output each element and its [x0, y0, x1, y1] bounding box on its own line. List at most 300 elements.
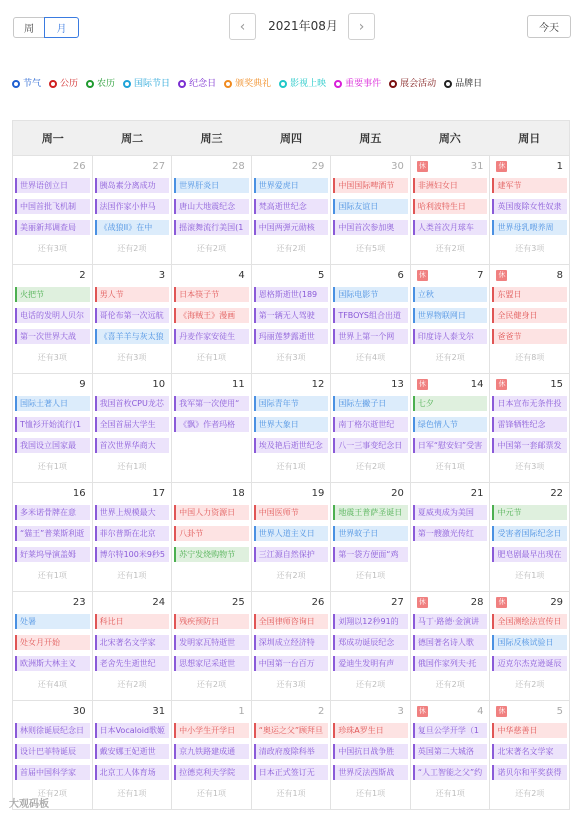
- calendar-event[interactable]: 《海贼王》漫画: [174, 308, 249, 323]
- more-events-link[interactable]: 还有2项: [356, 462, 386, 471]
- legend-item[interactable]: [334, 77, 381, 91]
- calendar-event[interactable]: 国际友谊日: [333, 199, 408, 214]
- more-events-link[interactable]: 还有3项: [37, 353, 67, 362]
- calendar-event[interactable]: 郑成功诞辰纪念: [333, 635, 408, 650]
- calendar-event[interactable]: 南丁格尔逝世纪: [333, 417, 408, 432]
- calendar-event[interactable]: 哥伦布第一次远航: [95, 308, 170, 323]
- calendar-event[interactable]: T恤衫开始流行(1: [15, 417, 90, 432]
- calendar-event[interactable]: 中国抗日战争胜: [333, 744, 408, 759]
- day-number: 6: [397, 270, 404, 281]
- prev-month-button[interactable]: ‹: [229, 13, 256, 40]
- day-cell[interactable]: [331, 265, 411, 374]
- day-number: 19: [311, 488, 325, 499]
- more-events-link[interactable]: 还有1项: [356, 571, 386, 580]
- day-number: 27: [391, 597, 404, 608]
- calendar-event[interactable]: 清政府废除科举: [254, 744, 329, 759]
- day-number: 24: [152, 597, 166, 608]
- day-cell[interactable]: [13, 701, 93, 810]
- calendar-event[interactable]: 德国著名诗人歌: [413, 635, 488, 650]
- calendar-event[interactable]: 爱迪生发明有声: [333, 656, 408, 671]
- calendar-event[interactable]: 八一三事变纪念日: [333, 438, 408, 453]
- calendar-event[interactable]: 日军“慰安妇”受害: [413, 438, 488, 453]
- calendar-event[interactable]: 三江源自然保护: [254, 547, 329, 562]
- legend-dot-icon: [389, 80, 397, 88]
- calendar-event[interactable]: 恩格斯逝世(189: [254, 287, 329, 302]
- day-cell[interactable]: [13, 592, 93, 701]
- calendar-event[interactable]: 第一艘激光传红: [413, 526, 488, 541]
- calendar-event[interactable]: 世界反法西斯战: [333, 765, 408, 780]
- month-grid: [12, 120, 570, 810]
- more-events-link[interactable]: 还有2项: [276, 571, 306, 580]
- more-events-link[interactable]: 还有1项: [276, 789, 306, 798]
- calendar-event[interactable]: 梵高逝世纪念: [254, 199, 329, 214]
- day-cell[interactable]: [172, 592, 252, 701]
- calendar-event[interactable]: 全国首届大学生: [95, 417, 170, 432]
- day-cell[interactable]: [490, 156, 570, 265]
- legend-label: 重要事件: [345, 79, 382, 89]
- calendar-event[interactable]: 全国测绘法宣传日: [492, 614, 567, 629]
- day-number: 12: [311, 379, 325, 390]
- more-events-link[interactable]: 还有2项: [356, 680, 386, 689]
- more-events-link[interactable]: 还有1项: [37, 571, 67, 580]
- day-cell[interactable]: [331, 483, 411, 592]
- calendar-event[interactable]: 博尔特100米9秒5: [95, 547, 170, 562]
- calendar-event[interactable]: 世界语创立日: [15, 178, 90, 193]
- legend-dot-icon: [123, 80, 131, 88]
- day-cell[interactable]: [93, 701, 173, 810]
- calendar-event[interactable]: 马丁·路德·金演讲: [413, 614, 488, 629]
- more-events-link[interactable]: 还有1项: [356, 789, 386, 798]
- day-number: 16: [72, 488, 86, 499]
- calendar-event[interactable]: 拉德克利夫学院: [174, 765, 249, 780]
- calendar-event[interactable]: 《战狼II》在中: [95, 220, 170, 235]
- calendar-event[interactable]: 深圳成立经济特: [254, 635, 329, 650]
- legend-label: 农历: [97, 79, 116, 89]
- legend-label: 影视上映: [290, 79, 327, 89]
- calendar-event[interactable]: 我军第一次使用“: [174, 396, 249, 411]
- more-events-link[interactable]: 还有2项: [196, 244, 226, 253]
- legend-label: 纪念日: [189, 79, 217, 89]
- day-cell[interactable]: [252, 701, 332, 810]
- weekday-label: 周二: [121, 132, 144, 145]
- calendar-event[interactable]: 国际青年节: [254, 396, 329, 411]
- calendar-event[interactable]: 中国首次参加奥: [333, 220, 408, 235]
- weekday-label: 周三: [200, 132, 223, 145]
- more-events-link[interactable]: 还有3项: [276, 353, 306, 362]
- calendar-event[interactable]: 国际反核试验日: [492, 635, 567, 650]
- day-number: 3: [397, 706, 404, 717]
- more-events-link[interactable]: 还有3项: [515, 244, 545, 253]
- legend-item[interactable]: [86, 77, 115, 91]
- more-events-link[interactable]: 还有1项: [276, 462, 306, 471]
- calendar-event[interactable]: 日本Vocaloid歌姬: [95, 723, 170, 738]
- day-cell[interactable]: [13, 265, 93, 374]
- day-number: 22: [550, 488, 564, 499]
- weekday-label: 周六: [438, 132, 461, 145]
- calendar-event[interactable]: 中国两弹元勋核: [254, 220, 329, 235]
- calendar-event[interactable]: 复旦公学开学（1: [413, 723, 488, 738]
- day-cell[interactable]: [252, 592, 332, 701]
- weekday-label: 周一: [41, 132, 64, 145]
- calendar-event[interactable]: TFBOYS组合出道: [333, 308, 408, 323]
- calendar-event[interactable]: 夏威夷成为美国: [413, 505, 488, 520]
- day-cell[interactable]: [93, 483, 173, 592]
- calendar-event[interactable]: 爸爸节: [492, 329, 567, 344]
- day-number: 28: [232, 161, 245, 172]
- more-events-link[interactable]: 还有1项: [435, 462, 465, 471]
- day-cell[interactable]: [13, 374, 93, 483]
- calendar-event[interactable]: 林则徐诞辰纪念日: [15, 723, 90, 738]
- calendar-event[interactable]: 哈利波特生日: [413, 199, 488, 214]
- day-cell[interactable]: [490, 265, 570, 374]
- day-cell[interactable]: [252, 483, 332, 592]
- day-number: 10: [152, 379, 166, 390]
- more-events-link[interactable]: 还有1项: [515, 571, 545, 580]
- calendar-event[interactable]: 中国医师节: [254, 505, 329, 520]
- more-events-link[interactable]: 还有2项: [196, 680, 226, 689]
- calendar-event[interactable]: 迈克尔杰克逊诞辰: [492, 656, 567, 671]
- day-cell[interactable]: [252, 156, 332, 265]
- calendar-event[interactable]: 日本筷子节: [174, 287, 249, 302]
- calendar-event[interactable]: 残疾预防日: [174, 614, 249, 629]
- legend-item[interactable]: [49, 77, 78, 91]
- day-cell[interactable]: [93, 374, 173, 483]
- calendar-event[interactable]: 中元节: [492, 505, 567, 520]
- calendar-event[interactable]: 全国律师咨询日: [254, 614, 329, 629]
- calendar-event[interactable]: 处女月开始: [15, 635, 90, 650]
- calendar-event[interactable]: 肥皂剧最早出现在: [492, 547, 567, 562]
- weekday-label: 周五: [359, 132, 382, 145]
- day-cell[interactable]: [172, 156, 252, 265]
- calendar-event[interactable]: 世界爱虎日: [254, 178, 329, 193]
- calendar-event[interactable]: 俄国作家列夫·托: [413, 656, 488, 671]
- calendar-event[interactable]: 国际电影节: [333, 287, 408, 302]
- calendar-event[interactable]: 英国废除女性奴隶: [492, 199, 567, 214]
- calendar-week: [12, 265, 570, 374]
- calendar-event[interactable]: 珍珠A罗生日: [333, 723, 408, 738]
- day-cell[interactable]: [490, 701, 570, 810]
- legend-item[interactable]: [444, 77, 482, 91]
- calendar-event[interactable]: 欧洲斯大林主义: [15, 656, 90, 671]
- day-cell[interactable]: [93, 156, 173, 265]
- calendar-event[interactable]: 第一袋方便面“鸡: [333, 547, 408, 562]
- day-cell[interactable]: [411, 483, 491, 592]
- day-cell[interactable]: [331, 701, 411, 810]
- calendar-event[interactable]: 中国第一台百万: [254, 656, 329, 671]
- day-cell[interactable]: [411, 592, 491, 701]
- day-cell[interactable]: [93, 265, 173, 374]
- legend-item[interactable]: [123, 77, 170, 91]
- calendar-event[interactable]: 戴安娜王妃逝世: [95, 744, 170, 759]
- calendar-event[interactable]: 首届中国科学家: [15, 765, 90, 780]
- today-button[interactable]: 今天: [527, 15, 571, 38]
- day-cell[interactable]: [490, 483, 570, 592]
- day-number: 3: [158, 270, 166, 281]
- calendar-event[interactable]: 电话的发明人贝尔: [15, 308, 90, 323]
- legend-dot-icon: [334, 80, 342, 88]
- calendar-event[interactable]: 思想家尼采逝世: [174, 656, 249, 671]
- more-events-link[interactable]: 还有1项: [435, 789, 465, 798]
- legend-item[interactable]: [389, 77, 436, 91]
- calendar-event[interactable]: 世界蚊子日: [333, 526, 408, 541]
- legend-dot-icon: [12, 80, 20, 88]
- calendar-event[interactable]: 好莱坞导演盖姆: [15, 547, 90, 562]
- day-cell[interactable]: [13, 156, 93, 265]
- calendar-event[interactable]: 世界母乳喂养周: [492, 220, 567, 235]
- calendar-event[interactable]: 中小学生开学日: [174, 723, 249, 738]
- calendar-event[interactable]: 埃及艳后逝世纪念: [254, 438, 329, 453]
- calendar-event[interactable]: 东盟日: [492, 287, 567, 302]
- calendar-event[interactable]: 菲尔普斯在北京: [95, 526, 170, 541]
- day-cell[interactable]: [411, 374, 491, 483]
- calendar-event[interactable]: 国际左撇子日: [333, 396, 408, 411]
- calendar-event[interactable]: 世界人道主义日: [254, 526, 329, 541]
- day-number: 26: [311, 597, 325, 608]
- calendar-event[interactable]: 《飘》作者玛格: [174, 417, 249, 432]
- more-events-link[interactable]: 还有4项: [37, 680, 67, 689]
- day-number: 2: [79, 270, 86, 281]
- calendar-event[interactable]: 胰岛素分离成功: [95, 178, 170, 193]
- calendar-event[interactable]: 京九铁路建成通: [174, 744, 249, 759]
- day-number: 1: [238, 706, 245, 717]
- calendar-event[interactable]: 苏宁发烧购物节: [174, 547, 249, 562]
- rest-day-badge: 休: [418, 162, 426, 170]
- next-month-button[interactable]: ›: [348, 13, 375, 40]
- calendar-event[interactable]: 男人节: [95, 287, 170, 302]
- calendar-event[interactable]: 北宋著名文学家: [95, 635, 170, 650]
- more-events-link[interactable]: 还有3项: [117, 353, 147, 362]
- legend-dot-icon: [224, 80, 232, 88]
- calendar-event[interactable]: 世界大象日: [254, 417, 329, 432]
- legend-label: 颁奖典礼: [235, 79, 272, 89]
- day-cell[interactable]: [411, 265, 491, 374]
- rest-day-badge: 休: [418, 380, 426, 388]
- day-cell[interactable]: [331, 156, 411, 265]
- more-events-link[interactable]: 还有2项: [515, 789, 545, 798]
- day-cell[interactable]: [172, 701, 252, 810]
- calendar-event[interactable]: 美丽新邦调查局: [15, 220, 90, 235]
- calendar-event[interactable]: “奥运之父”顾拜旦: [254, 723, 329, 738]
- calendar-week: [12, 483, 570, 592]
- more-events-link[interactable]: 还有1项: [117, 462, 147, 471]
- legend-label: 国际节日: [134, 79, 171, 89]
- calendar-event[interactable]: 全民健身日: [492, 308, 567, 323]
- day-cell[interactable]: [411, 156, 491, 265]
- more-events-link[interactable]: 还有5项: [356, 244, 386, 253]
- day-number: 9: [79, 379, 86, 390]
- calendar-event[interactable]: 印度诗人泰戈尔: [413, 329, 488, 344]
- legend-dot-icon: [444, 80, 452, 88]
- calendar-event[interactable]: 世界上第一个网: [333, 329, 408, 344]
- day-number: 30: [391, 161, 404, 172]
- more-events-link[interactable]: 还有8项: [515, 353, 545, 362]
- day-number: 18: [232, 488, 245, 499]
- rest-day-badge: 休: [498, 380, 506, 388]
- calendar-event[interactable]: 玛丽莲梦露逝世: [254, 329, 329, 344]
- rest-day-badge: 休: [498, 162, 506, 170]
- watermark: 大观码板: [9, 799, 49, 810]
- calendar-event[interactable]: 世界上规模最大: [95, 505, 170, 520]
- legend-item[interactable]: [224, 77, 271, 91]
- calendar-event[interactable]: 世界肝炎日: [174, 178, 249, 193]
- calendar-event[interactable]: 第一辆无人驾驶: [254, 308, 329, 323]
- day-cell[interactable]: [172, 483, 252, 592]
- weekday-label: 周四: [279, 132, 302, 145]
- day-number: 30: [72, 706, 86, 717]
- day-cell[interactable]: [172, 265, 252, 374]
- legend-dot-icon: [49, 80, 57, 88]
- calendar-event[interactable]: 我国设立国家最: [15, 438, 90, 453]
- calendar-event[interactable]: 设计巴菲特诞辰: [15, 744, 90, 759]
- more-events-link[interactable]: 还有1项: [196, 353, 226, 362]
- calendar-event[interactable]: 世界物联网日: [413, 308, 488, 323]
- day-number: 4: [238, 270, 245, 281]
- day-number: 20: [391, 488, 404, 499]
- day-number: 23: [72, 597, 86, 608]
- more-events-link[interactable]: 还有2项: [37, 789, 67, 798]
- day-number: 2: [317, 706, 325, 717]
- day-number: 26: [72, 161, 86, 172]
- calendar-event[interactable]: 唐山大地震纪念: [174, 199, 249, 214]
- calendar-event[interactable]: 诺贝尔和平奖获得: [492, 765, 567, 780]
- calendar-event[interactable]: 处暑: [15, 614, 90, 629]
- day-number: 13: [391, 379, 404, 390]
- day-number: 29: [311, 161, 325, 172]
- calendar-event[interactable]: 国际土著人日: [15, 396, 90, 411]
- calendar-event[interactable]: 受害者国际纪念日: [492, 526, 567, 541]
- month-title: 2021年08月: [268, 19, 338, 33]
- rest-day-badge: 休: [498, 707, 506, 715]
- calendar-event[interactable]: 中国首批飞机制: [15, 199, 90, 214]
- day-cell[interactable]: [490, 374, 570, 483]
- calendar-week: [12, 701, 570, 810]
- calendar-event[interactable]: 非洲妇女日: [413, 178, 488, 193]
- day-cell[interactable]: [490, 592, 570, 701]
- more-events-link[interactable]: 还有2项: [117, 244, 147, 253]
- day-cell[interactable]: [93, 592, 173, 701]
- calendar-event[interactable]: 日本宣布无条件投: [492, 396, 567, 411]
- day-number: 4: [477, 706, 484, 717]
- calendar-event[interactable]: 雷锋牺牲纪念: [492, 417, 567, 432]
- legend-label: 节气: [23, 79, 42, 89]
- calendar-week: [12, 374, 570, 483]
- calendar-event[interactable]: 火把节: [15, 287, 90, 302]
- day-number: 29: [550, 597, 564, 608]
- legend-dot-icon: [178, 80, 186, 88]
- day-number: 7: [477, 270, 484, 281]
- calendar-event[interactable]: 绿色情人节: [413, 417, 488, 432]
- calendar-event[interactable]: 摇滚舞流行美国(1: [174, 220, 249, 235]
- more-events-link[interactable]: 还有4项: [356, 353, 386, 362]
- more-events-link[interactable]: 还有2项: [435, 680, 465, 689]
- more-events-link[interactable]: 还有1项: [196, 789, 226, 798]
- more-events-link[interactable]: 还有2项: [276, 244, 306, 253]
- more-events-link[interactable]: 还有2项: [435, 244, 465, 253]
- day-cell[interactable]: [252, 374, 332, 483]
- calendar-event[interactable]: “人工智能之父”约: [413, 765, 488, 780]
- more-events-link[interactable]: 还有3项: [37, 244, 67, 253]
- legend-label: 公历: [60, 79, 79, 89]
- week-view-button[interactable]: 周: [13, 17, 45, 38]
- calendar-event[interactable]: 北京工人体育场: [95, 765, 170, 780]
- rest-day-badge: 休: [498, 271, 506, 279]
- legend-item[interactable]: [12, 77, 41, 91]
- calendar-event[interactable]: 北宋著名文学家: [492, 744, 567, 759]
- calendar-event[interactable]: 中国第一套邮票发: [492, 438, 567, 453]
- calendar-week: [12, 592, 570, 701]
- more-events-link[interactable]: 还有1项: [117, 789, 147, 798]
- day-number: 25: [232, 597, 245, 608]
- day-cell[interactable]: [13, 483, 93, 592]
- weekday-header: [12, 120, 570, 156]
- legend-item[interactable]: [178, 77, 216, 91]
- calendar-event[interactable]: 《喜羊羊与灰太狼: [95, 329, 170, 344]
- calendar-week: [12, 156, 570, 265]
- month-view-button[interactable]: 月: [44, 17, 79, 38]
- calendar-event[interactable]: 刘翔以12秒91的: [333, 614, 408, 629]
- calendar-event[interactable]: 丹麦作家安徒生: [174, 329, 249, 344]
- calendar-event[interactable]: 科比日: [95, 614, 170, 629]
- legend: [12, 77, 572, 93]
- calendar-event[interactable]: 英国第二大城洛: [413, 744, 488, 759]
- more-events-link[interactable]: 还有2项: [117, 680, 147, 689]
- legend-label: 展会活动: [400, 79, 437, 89]
- calendar-event[interactable]: 中国国际啤酒节: [333, 178, 408, 193]
- more-events-link[interactable]: 还有2项: [515, 680, 545, 689]
- calendar-event[interactable]: 首次世界华商大: [95, 438, 170, 453]
- calendar-event[interactable]: 地震王普萨圣诞日: [333, 505, 408, 520]
- calendar-event[interactable]: 我国首枚CPU龙芯: [95, 396, 170, 411]
- legend-item[interactable]: [279, 77, 326, 91]
- more-events-link[interactable]: 还有2项: [435, 353, 465, 362]
- more-events-link[interactable]: 还有1项: [37, 462, 67, 471]
- calendar-event[interactable]: 中国人力资源日: [174, 505, 249, 520]
- day-number: 28: [470, 597, 484, 608]
- legend-dot-icon: [279, 80, 287, 88]
- calendar-event[interactable]: 中华慈善日: [492, 723, 567, 738]
- calendar-event[interactable]: “猫王”普莱斯利逝: [15, 526, 90, 541]
- more-events-link[interactable]: 还有3项: [276, 680, 306, 689]
- legend-label: 品牌日: [455, 79, 483, 89]
- day-number: 11: [232, 379, 245, 390]
- calendar-event[interactable]: 建军节: [492, 178, 567, 193]
- day-number: 31: [152, 706, 166, 717]
- day-cell[interactable]: [331, 592, 411, 701]
- toolbar: [0, 0, 581, 60]
- calendar-event[interactable]: 七夕: [413, 396, 488, 411]
- more-events-link[interactable]: 还有1项: [117, 571, 147, 580]
- calendar-event[interactable]: 多米诺骨牌在意: [15, 505, 90, 520]
- calendar-event[interactable]: 第一次世界大战: [15, 329, 90, 344]
- day-number: 5: [317, 270, 325, 281]
- day-cell[interactable]: [252, 265, 332, 374]
- calendar-event[interactable]: 八卦节: [174, 526, 249, 541]
- calendar-event[interactable]: 法国作家小仲马: [95, 199, 170, 214]
- day-number: 31: [470, 161, 484, 172]
- weekday-label: 周日: [518, 132, 541, 145]
- day-number: 15: [550, 379, 564, 390]
- day-cell[interactable]: [411, 701, 491, 810]
- day-cell[interactable]: [331, 374, 411, 483]
- calendar-event[interactable]: 发明家瓦特逝世: [174, 635, 249, 650]
- calendar-event[interactable]: 老舍先生逝世纪: [95, 656, 170, 671]
- day-cell[interactable]: [172, 374, 252, 483]
- day-number: 1: [556, 161, 564, 172]
- calendar-event[interactable]: 日本正式签订无: [254, 765, 329, 780]
- calendar-event[interactable]: 人类首次月球车: [413, 220, 488, 235]
- calendar-event[interactable]: 立秋: [413, 287, 488, 302]
- more-events-link[interactable]: 还有3项: [515, 462, 545, 471]
